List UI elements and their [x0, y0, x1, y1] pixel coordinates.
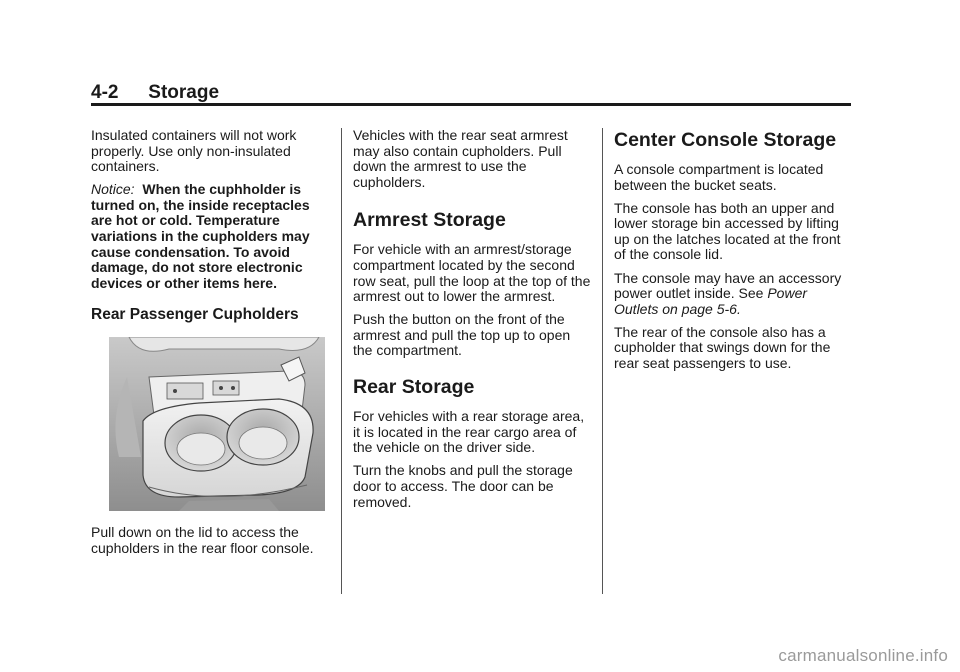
watermark: carmanualsonline.info: [778, 646, 948, 665]
section-heading: Rear Storage: [353, 376, 475, 399]
cross-reference-link[interactable]: Power Outlets on page 5-6.: [614, 285, 808, 317]
paragraph: Insulated containers will not work properly. Use only non-insulated containers.: [91, 127, 297, 175]
paragraph: Push the button on the front of the armrest and pull the top up to open the compartment.: [353, 311, 571, 359]
paragraph: For vehicle with an armrest/storage compartment located by the second row seat, pull the loop at the top of the armrest out to lower the armrest.: [353, 241, 591, 305]
notice-paragraph: [91, 182, 331, 291]
paragraph: Vehicles with the rear seat armrest may also contain cupholders. Pull down the armrest to use the cupholders.: [353, 127, 568, 190]
notice-text: When the cuphholder is turned on, the inside receptacles are hot or cold. Temperature variations in the cupholders may cause condensation. To avoid damage, do not store electronic devices or other items here.: [91, 181, 310, 291]
section-heading: Center Console Storage: [614, 129, 837, 151]
header-rule: [91, 103, 851, 106]
notice-label: Notice:: [91, 181, 135, 198]
paragraph: The rear of the console also has a cupholder that swings down for the rear seat passengers to use.: [614, 323, 831, 372]
cupholder-illustration: [109, 337, 325, 511]
page-number: 4-2: [91, 82, 119, 103]
section-heading: Rear Passenger Cupholders: [91, 306, 299, 324]
paragraph: Turn the knobs and pull the storage door to access. The door can be removed.: [353, 462, 573, 510]
paragraph: The console has both an upper and lower storage bin accessed by lifting up on the latches located at the front of the console lid.: [614, 199, 841, 263]
section-title: Storage: [148, 82, 220, 103]
page-header: [91, 82, 851, 104]
column-right: [614, 128, 854, 379]
figure-caption: Pull down on the lid to access the cupholders in the rear floor console.: [91, 524, 314, 557]
paragraph: For vehicles with a rear storage area, it is located in the rear cargo area of the vehicle on the driver side.: [353, 408, 585, 456]
section-heading: Armrest Storage: [353, 209, 506, 232]
column-divider: [341, 128, 342, 594]
paragraph: A console compartment is located between the bucket seats.: [614, 161, 824, 193]
paragraph: [614, 271, 854, 318]
column-divider: [602, 128, 603, 594]
paragraph-text: The console may have an accessory power outlet inside. See: [614, 269, 842, 302]
column-left: [91, 128, 331, 564]
column-middle: [353, 128, 593, 518]
